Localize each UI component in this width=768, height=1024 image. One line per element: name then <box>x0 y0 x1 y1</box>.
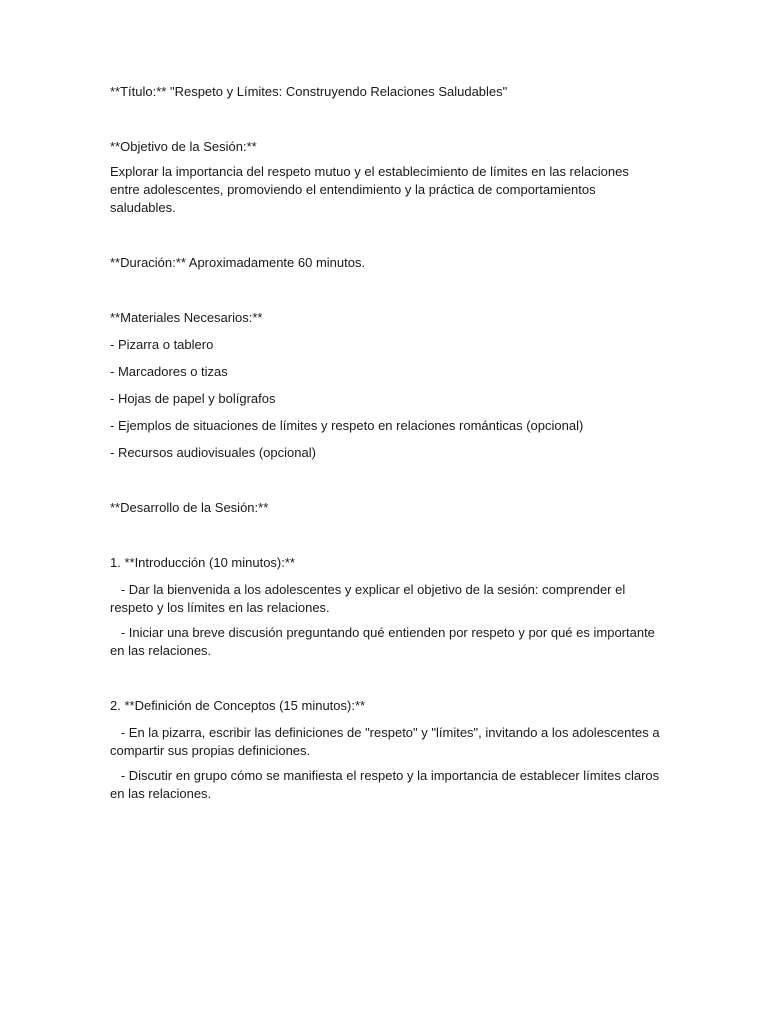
objective-heading: **Objetivo de la Sesión:** <box>110 139 257 154</box>
materials-item: - Hojas de papel y bolígrafos <box>110 391 276 406</box>
materials-heading: **Materiales Necesarios:** <box>110 310 263 325</box>
section-2-item: - En la pizarra, escribir las definiciones de "respeto" y "límites", invitando a los adolescentes a compartir sus propias definiciones. <box>110 725 664 758</box>
document-body <box>110 83 662 803</box>
development-heading: **Desarrollo de la Sesión:** <box>110 500 269 515</box>
section-1-item: - Dar la bienvenida a los adolescentes y explicar el objetivo de la sesión: comprender el respeto y los límites en las relaciones. <box>110 582 629 615</box>
materials-item: - Marcadores o tizas <box>110 364 228 379</box>
materials-item: - Ejemplos de situaciones de límites y respeto en relaciones románticas (opcional) <box>110 418 584 433</box>
section-1-heading: 1. **Introducción (10 minutos):** <box>110 555 295 570</box>
title-line: **Título:** "Respeto y Límites: Construyendo Relaciones Saludables" <box>110 84 508 99</box>
objective-text: Explorar la importancia del respeto mutuo y el establecimiento de límites en las relaciones entre adolescentes, promoviendo el entendimiento y la práctica de comportamientos saludables. <box>110 164 633 215</box>
section-1-item: - Iniciar una breve discusión preguntando qué entienden por respeto y por qué es importante en las relaciones. <box>110 625 659 658</box>
materials-item: - Pizarra o tablero <box>110 337 214 352</box>
duration-line: **Duración:** Aproximadamente 60 minutos. <box>110 255 366 270</box>
section-2-item: - Discutir en grupo cómo se manifiesta el respeto y la importancia de establecer límites claros en las relaciones. <box>110 768 663 801</box>
materials-item: - Recursos audiovisuales (opcional) <box>110 445 316 460</box>
section-2-heading: 2. **Definición de Conceptos (15 minutos):** <box>110 698 366 713</box>
